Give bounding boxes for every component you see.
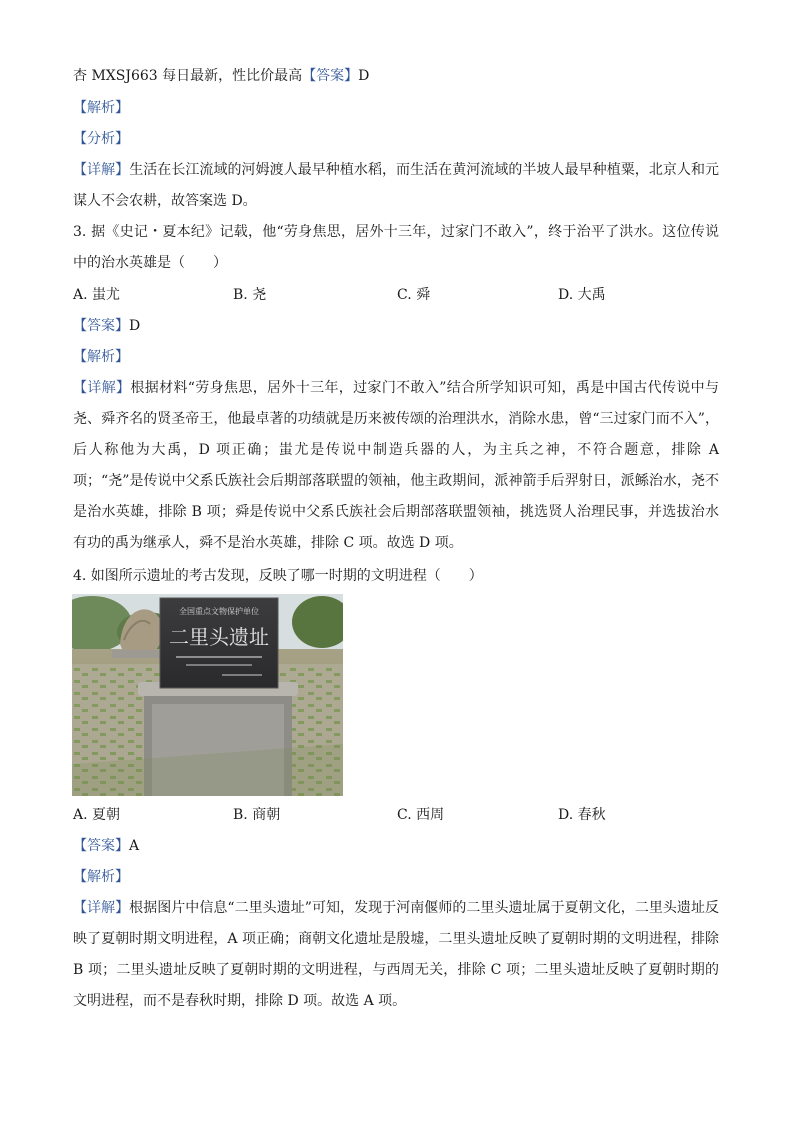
site-photo — [72, 594, 343, 796]
q3-options — [73, 285, 719, 305]
plaque-title: 二里头遗址 — [169, 625, 269, 649]
q3-option-b: B. 尧 — [233, 287, 267, 303]
q4-options — [73, 805, 719, 825]
detail-tag: 【详解】 — [73, 162, 130, 178]
promo-text: 杏 MXSJ663 每日最新，性比价最高 — [73, 68, 303, 84]
plaque-header: 全国重点文物保护单位 — [179, 607, 259, 616]
q3-analysis-tag: 【解析】 — [73, 349, 129, 365]
q3-option-d: D. 大禹 — [558, 287, 606, 303]
detail-text: 根据材料“劳身焦思，居外十三年，过家门不敢入”结合所学知识可知，禹是中国古代传说中与尧、舜齐名的贤圣帝王，他最卓著的功绩就是历来被传颂的治理洪水，消除水患，曾“三过家门而不入”，后人称他为大禹，D 项正确；蚩尤是传说中制造兵器的人，为主兵之神，不符合题意，排除 A 项；“尧”是传说中父系氏族社会后期部落联盟的领袖，他主政期间，派神箭手后羿射日，派鲧治水，尧不是治水英雄，排除 B 项；舜是传说中父系氏族社会后期部落联盟领袖，挑选贤人治理民事，并选拔治水有功的禹为继承人，舜不是治水英雄，排除 C 项。故选 D 项。 — [73, 380, 720, 551]
q3-answer — [73, 316, 140, 336]
q4-stem: 4. 如图所示遗址的考古发现，反映了哪一时期的文明进程（ ） — [73, 568, 483, 584]
q2-analysis-tag: 【解析】 — [73, 100, 129, 116]
q3-option-a: A. 蚩尤 — [73, 287, 121, 303]
q2-detail — [73, 155, 719, 217]
detail-text: 根据图片中信息“二里头遗址”可知，发现于河南偃师的二里头遗址属于夏朝文化，二里头遗址反映了夏朝时期文明进程，A 项正确；商朝文化遗址是殷墟，二里头遗址反映了夏朝时期的文明进程，排除 B 项；二里头遗址反映了夏朝时期的文明进程，与西周无关，排除 C 项；二里头遗址反映了夏朝时期的文明进程，而不是春秋时期，排除 D 项。故选 A 项。 — [73, 900, 720, 1009]
top-answer-line — [73, 66, 369, 86]
q3-option-c: C. 舜 — [397, 287, 431, 303]
answer-tag: 【答案】 — [73, 318, 129, 334]
q2-fenxi-tag: 【分析】 — [73, 131, 129, 147]
detail-tag: 【详解】 — [73, 900, 130, 916]
q3-stem: 3. 据《史记・夏本纪》记载，他“劳身焦思，居外十三年，过家门不敢入”，终于治平了洪水。这位传说中的治水英雄是（ ） — [73, 224, 719, 271]
q4-option-c: C. 西周 — [397, 807, 445, 823]
detail-text: 生活在长江流域的河姆渡人最早种植水稻，而生活在黄河流域的半坡人最早种植粟，北京人和元谋人不会农耕，故答案选 D。 — [73, 162, 720, 209]
q4-option-a: A. 夏朝 — [73, 807, 121, 823]
q3-detail — [73, 373, 719, 559]
answer-value: A — [129, 838, 140, 854]
answer-value: D — [129, 318, 141, 334]
q4-analysis-tag: 【解析】 — [73, 869, 129, 885]
q4-option-d: D. 春秋 — [558, 807, 606, 823]
answer-tag: 【答案】 — [73, 838, 129, 854]
q4-detail — [73, 893, 719, 1017]
q4-answer — [73, 836, 139, 856]
q4-option-b: B. 商朝 — [233, 807, 281, 823]
answer-tag: 【答案】 — [302, 68, 359, 84]
detail-tag: 【详解】 — [73, 380, 131, 396]
answer-value: D — [358, 68, 370, 84]
